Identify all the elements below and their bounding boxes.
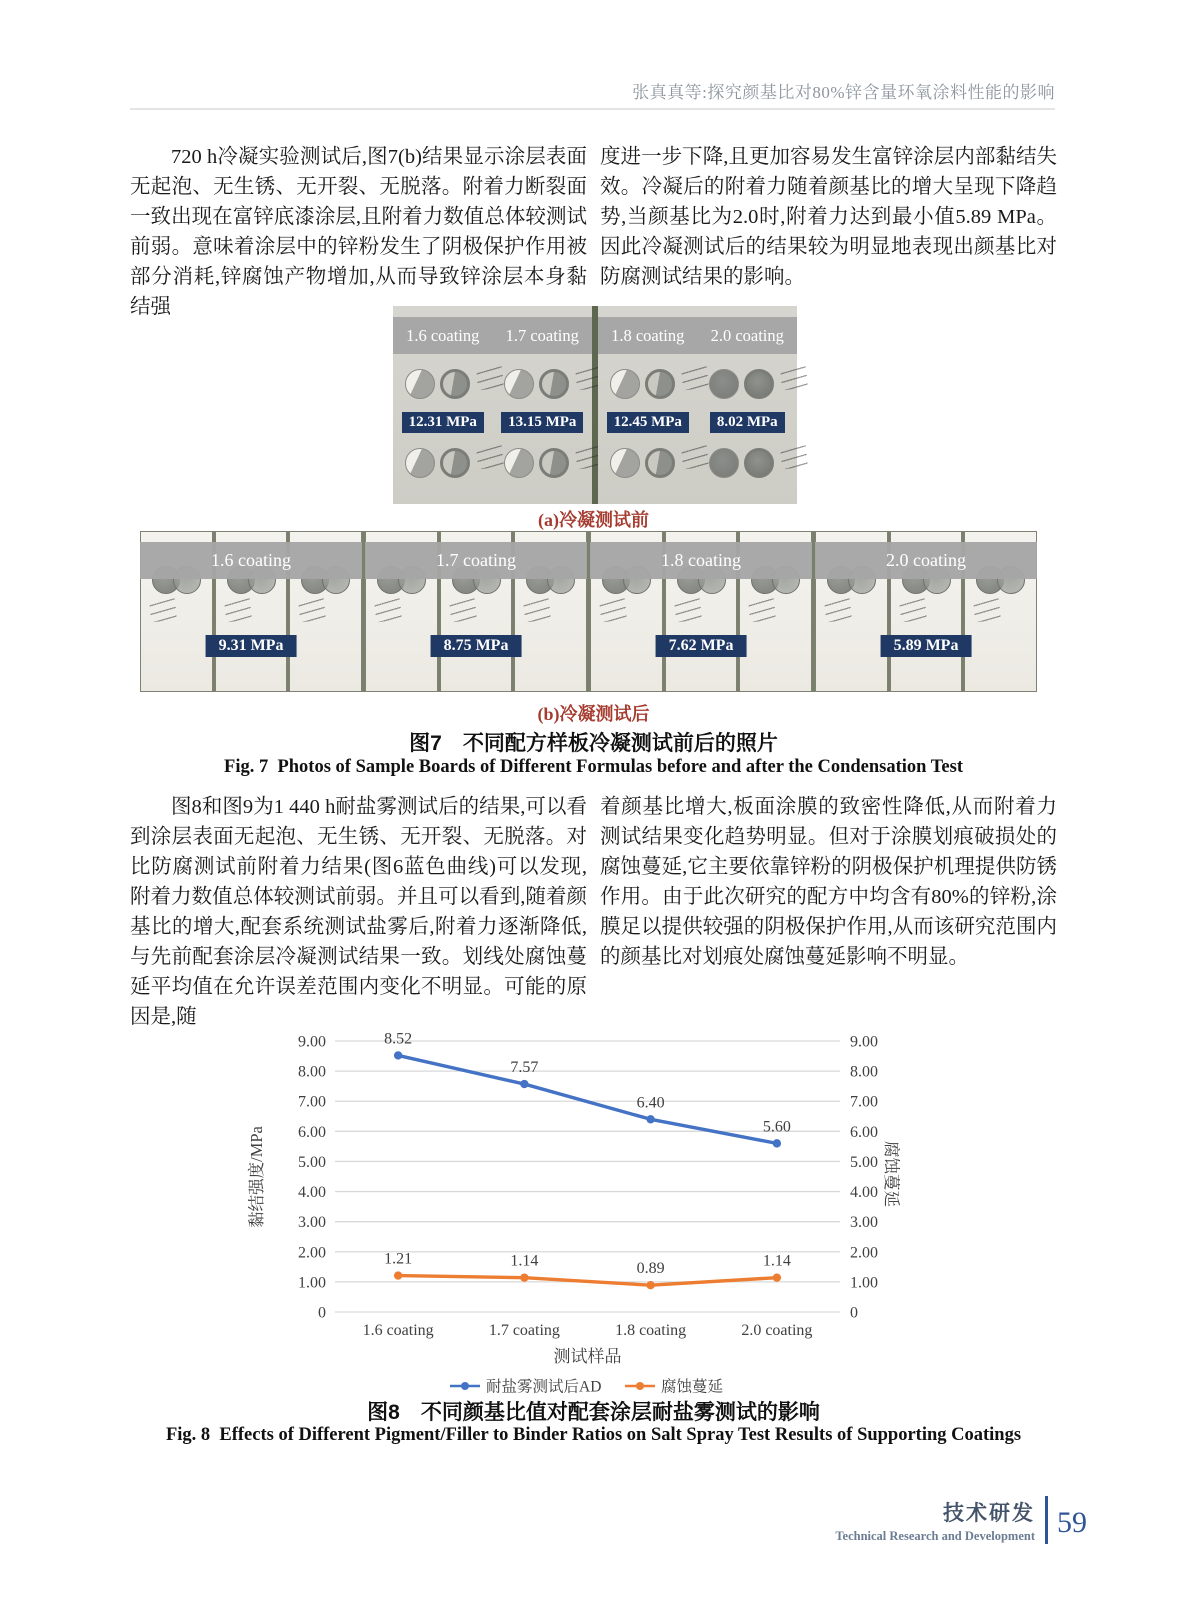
y-axis-title-left: 黏结强度/MPa [247, 1126, 266, 1228]
svg-text:4.00: 4.00 [298, 1184, 326, 1202]
dolly-samples [405, 437, 481, 489]
adhesion-value-badge: 7.62 MPa [656, 635, 747, 657]
y-axis-title-right: 腐蚀蔓延 [882, 1141, 901, 1207]
svg-text:1.14: 1.14 [762, 1252, 791, 1270]
coating-label-band [393, 317, 592, 354]
handwriting-marks [298, 598, 326, 623]
paragraph: 720 h冷凝实验测试后,图7(b)结果显示涂层表面无起泡、无生锈、无开裂、无脱落。附着力断裂面一致出现在富锌底漆涂层,且附着力数值总体较测试前弱。意味着涂层中的锌粉发生了阴极保护作用被部分消耗,锌腐蚀产物增加,从而导致锌涂层本身黏结强 [130, 146, 587, 318]
footer-divider [1045, 1496, 1048, 1544]
adhesion-value-badge: 13.15 MPa [501, 412, 583, 433]
dolly-samples [610, 358, 686, 410]
svg-text:0: 0 [318, 1304, 326, 1322]
footer-section-en: Technical Research and Development [835, 1529, 1035, 1543]
svg-text:2.0 coating: 2.0 coating [741, 1322, 813, 1339]
svg-text:2.00: 2.00 [850, 1244, 878, 1262]
handwriting-marks [523, 598, 551, 623]
x-axis-title: 测试样品 [553, 1347, 622, 1366]
svg-text:腐蚀蔓延: 腐蚀蔓延 [661, 1378, 724, 1396]
series-耐盐雾测试后AD [384, 1030, 791, 1147]
coating-label: 1.8 coating [611, 326, 685, 345]
footer-section [835, 1497, 1035, 1544]
text-block-1 [130, 142, 1057, 322]
figure8-chart [240, 1002, 940, 1402]
coating-label: 1.8 coating [590, 542, 812, 579]
svg-text:7.00: 7.00 [298, 1093, 326, 1111]
svg-text:5.60: 5.60 [762, 1118, 791, 1136]
svg-text:1.6 coating: 1.6 coating [362, 1322, 434, 1339]
text-block-2 [130, 792, 1057, 1032]
figure8-caption-cn: 图8 不同颜基比值对配套涂层耐盐雾测试的影响 [367, 1401, 820, 1424]
adhesion-value-badge: 9.31 MPa [206, 635, 297, 657]
svg-text:1.14: 1.14 [510, 1252, 539, 1270]
figure8-caption-en: Fig. 8 Effects of Different Pigment/Filler to Binder Ratios on Salt Spray Test Results of Supporting Coatings [165, 1425, 1022, 1445]
svg-text:0: 0 [850, 1304, 858, 1322]
adhesion-value-badge: 8.75 MPa [431, 635, 522, 657]
handwriting-marks [674, 598, 702, 623]
svg-text:8.00: 8.00 [298, 1063, 326, 1081]
photo-panel [393, 306, 592, 504]
svg-text:4.00: 4.00 [850, 1184, 878, 1202]
handwriting-marks [824, 598, 852, 623]
coating-label: 1.6 coating [140, 542, 362, 579]
x-axis-ticks [363, 1322, 813, 1339]
handwriting-marks [476, 366, 504, 391]
svg-text:0.89: 0.89 [636, 1260, 665, 1278]
svg-text:9.00: 9.00 [850, 1033, 878, 1051]
coating-label: 1.6 coating [406, 326, 480, 345]
footer-section-cn: 技术研发 [943, 1502, 1035, 1525]
page-footer [835, 1496, 1087, 1544]
dolly-samples [709, 437, 785, 489]
figure7-caption-cn: 图7 不同配方样板冷凝测试前后的照片 [409, 732, 778, 755]
coating-label: 2.0 coating [815, 542, 1037, 579]
dolly-samples [610, 437, 686, 489]
dolly-samples [709, 358, 785, 410]
handwriting-marks [748, 598, 776, 623]
handwriting-marks [899, 598, 927, 623]
coating-group [140, 531, 362, 692]
handwriting-marks [681, 445, 709, 470]
paragraph: 着颜基比增大,板面涂膜的致密性降低,从而附着力测试结果变化趋势明显。但对于涂膜划痕破损处的腐蚀蔓延,它主要依靠锌粉的阴极保护机理提供防锈作用。由于此次研究的配方中均含有80%的锌粉,涂膜足以提供较强的阴极保护作用,从而该研究范围内的颜基比对划痕处腐蚀蔓延影响不明显。 [600, 796, 1057, 968]
svg-text:1.21: 1.21 [384, 1250, 413, 1268]
svg-text:1.7 coating: 1.7 coating [488, 1322, 560, 1339]
adhesion-value-badge: 12.31 MPa [402, 412, 484, 433]
svg-text:9.00: 9.00 [298, 1033, 326, 1051]
svg-text:耐盐雾测试后AD: 耐盐雾测试后AD [486, 1378, 602, 1396]
paragraph: 图8和图9为1 440 h耐盐雾测试后的结果,可以看到涂层表面无起泡、无生锈、无开裂、无脱落。对比防腐测试前附着力结果(图6蓝色曲线)可以发现,附着力数值总体较测试前弱。并且可以看到,随着颜基比的增大,配套系统测试盐雾后,附着力逐渐降低,与先前配套涂层冷凝测试结果一致。划线处腐蚀蔓延平均值在允许误差范围内变化不明显。可能的原因是,随 [130, 796, 587, 1028]
figure7b-subcaption: (b)冷凝测试后 [537, 704, 650, 724]
figure7a-photo [393, 306, 797, 504]
series-腐蚀蔓延 [384, 1251, 791, 1290]
svg-text:8.00: 8.00 [850, 1063, 878, 1081]
legend [450, 1377, 723, 1396]
handwriting-marks [374, 598, 402, 623]
coating-group [365, 531, 587, 692]
svg-text:5.00: 5.00 [298, 1153, 326, 1171]
gridlines [335, 1041, 840, 1312]
svg-text:7.57: 7.57 [510, 1059, 539, 1077]
svg-text:6.40: 6.40 [636, 1094, 665, 1112]
svg-text:1.00: 1.00 [298, 1274, 326, 1292]
figure7-caption-en: Fig. 7 Photos of Sample Boards of Different Formulas before and after the Condensation Test [224, 757, 963, 777]
handwriting-marks [149, 598, 177, 623]
svg-text:8.52: 8.52 [384, 1030, 413, 1048]
coating-label: 1.7 coating [365, 542, 587, 579]
coating-label: 1.7 coating [505, 326, 579, 345]
adhesion-value-badge: 12.45 MPa [607, 412, 689, 433]
dolly-samples [504, 358, 580, 410]
handwriting-marks [973, 598, 1001, 623]
coating-group [590, 531, 812, 692]
handwriting-marks [681, 366, 709, 391]
y-axis-ticks [298, 1034, 878, 1322]
figure7a-subcaption: (a)冷凝测试前 [538, 510, 649, 530]
handwriting-marks [476, 445, 504, 470]
dolly-samples [504, 437, 580, 489]
svg-text:2.00: 2.00 [298, 1244, 326, 1262]
svg-text:1.00: 1.00 [850, 1274, 878, 1292]
handwriting-marks [599, 598, 627, 623]
svg-text:7.00: 7.00 [850, 1093, 878, 1111]
page-number: 59 [1057, 1506, 1087, 1539]
figure7b-photo [140, 531, 1037, 692]
adhesion-value-badge: 8.02 MPa [710, 412, 785, 433]
dolly-samples [405, 358, 481, 410]
handwriting-marks [449, 598, 477, 623]
svg-text:3.00: 3.00 [298, 1214, 326, 1232]
svg-text:1.8 coating: 1.8 coating [615, 1322, 687, 1339]
handwriting-marks [780, 445, 808, 470]
photo-panel [598, 306, 797, 504]
svg-text:6.00: 6.00 [850, 1123, 878, 1141]
coating-label-band [598, 317, 797, 354]
svg-text:3.00: 3.00 [850, 1214, 878, 1232]
coating-label: 2.0 coating [710, 326, 784, 345]
running-head: 张真真等:探究颜基比对80%锌含量环氧涂料性能的影响 [632, 83, 1055, 102]
paragraph: 度进一步下降,且更加容易发生富锌涂层内部黏结失效。冷凝后的附着力随着颜基比的增大呈现下降趋势,当颜基比为2.0时,附着力达到最小值5.89 MPa。因此冷凝测试后的结果较为明显地表现出颜基比对防腐测试结果的影响。 [600, 146, 1057, 288]
handwriting-marks [224, 598, 252, 623]
handwriting-marks [780, 366, 808, 391]
svg-text:6.00: 6.00 [298, 1123, 326, 1141]
header-rule [130, 108, 1055, 110]
svg-text:5.00: 5.00 [850, 1153, 878, 1171]
coating-group [815, 531, 1037, 692]
adhesion-value-badge: 5.89 MPa [881, 635, 972, 657]
